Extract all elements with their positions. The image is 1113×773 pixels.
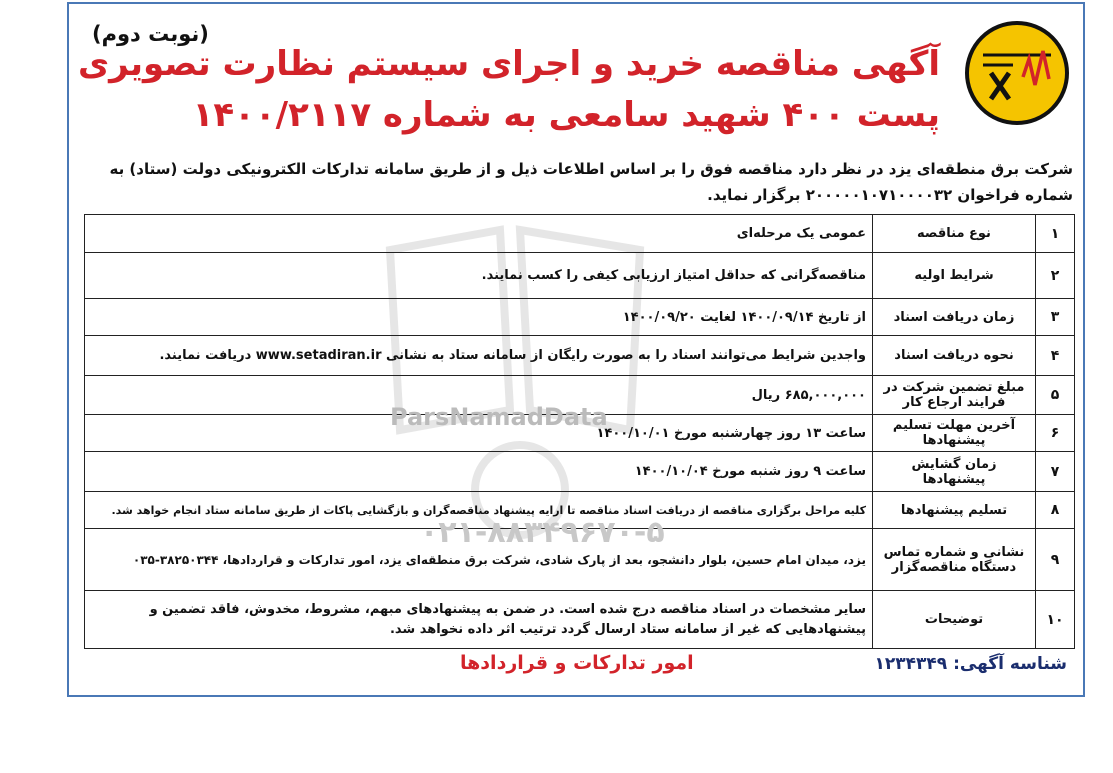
row-value: مناقصه‌گرانی که حداقل امتیاز ارزیابی کیفی را کسب نمایند. xyxy=(85,253,873,299)
row-label: آخرین مهلت تسلیم پیشنهادها xyxy=(873,415,1036,452)
row-value: کلیه مراحل برگزاری مناقصه از دریافت اسناد مناقصه تا ارایه پیشنهاد مناقصه‌گران و بازگشایی پاکات از طریق سامانه ستاد انجام خواهد شد. xyxy=(85,492,873,529)
row-number: ۴ xyxy=(1036,336,1075,376)
table-row xyxy=(85,529,1075,591)
table-row xyxy=(85,452,1075,492)
row-value: عمومی یک مرحله‌ای xyxy=(85,215,873,253)
row-number: ۹ xyxy=(1036,529,1075,591)
row-number: ۳ xyxy=(1036,299,1075,336)
row-number: ۱۰ xyxy=(1036,591,1075,649)
intro-paragraph: شرکت برق منطقه‌ای یزد در نظر دارد مناقصه فوق را بر اساس اطلاعات ذیل و از طریق سامانه تدارکات الکترونیکی دولت (ستاد) به شماره فراخوان ۲۰۰۰۰۰۱۰۷۱۰۰۰۰۳۲ برگزار نماید. xyxy=(109,160,1073,204)
table-row xyxy=(85,591,1075,649)
row-number: ۷ xyxy=(1036,452,1075,492)
row-value: واجدین شرایط می‌توانند اسناد را به صورت رایگان از سامانه ستاد به نشانی www.setadiran.ir دریافت نمایند. xyxy=(85,336,873,376)
row-value: ساعت ۹ روز شنبه مورخ ۱۴۰۰/۱۰/۰۴ xyxy=(85,452,873,492)
row-value: ساعت ۱۳ روز چهارشنبه مورخ ۱۴۰۰/۱۰/۰۱ xyxy=(85,415,873,452)
row-value: سایر مشخصات در اسناد مناقصه درج شده است. در ضمن به پیشنهادهای مبهم، مشروط، مخدوش، فاقد تضمین و پیشنهادهایی که غیر از سامانه ستاد ارسال گردد ترتیب اثر داده نخواهد شد. xyxy=(85,591,873,649)
row-label: زمان دریافت اسناد xyxy=(873,299,1036,336)
row-value: ۶۸۵,۰۰۰,۰۰۰ ریال xyxy=(85,376,873,415)
round-label: (نوبت دوم) xyxy=(92,22,209,46)
watermark-brand-text: ParsNamadData xyxy=(390,403,608,431)
notice-title-line2: پست ۴۰۰ شهید سامعی به شماره ۱۴۰۰/۲۱۱۷ xyxy=(192,95,940,135)
row-number: ۵ xyxy=(1036,376,1075,415)
electricity-company-logo xyxy=(963,15,1071,133)
table-row xyxy=(85,492,1075,529)
row-number: ۲ xyxy=(1036,253,1075,299)
row-label: مبلغ تضمین شرکت در فرایند ارجاع کار xyxy=(873,376,1036,415)
row-label: نحوه دریافت اسناد xyxy=(873,336,1036,376)
row-value: از تاریخ ۱۴۰۰/۰۹/۱۴ لغایت ۱۴۰۰/۰۹/۲۰ xyxy=(85,299,873,336)
table-row xyxy=(85,299,1075,336)
table-row xyxy=(85,415,1075,452)
department-signature: امور تدارکات و قراردادها xyxy=(460,652,694,674)
row-label: نشانی و شماره تماس دستگاه مناقصه‌گزار xyxy=(873,529,1036,591)
notice-title-line1: آگهی مناقصه خرید و اجرای سیستم نظارت تصویری xyxy=(77,44,940,84)
row-label: شرایط اولیه xyxy=(873,253,1036,299)
row-number: ۱ xyxy=(1036,215,1075,253)
watermark-phone-text: ۰۲۱-۸۸۳۴۹۶۷۰-۵ xyxy=(420,515,665,550)
row-label: توضیحات xyxy=(873,591,1036,649)
row-value: یزد، میدان امام حسین، بلوار دانشجو، بعد از پارک شادی، شرکت برق منطقه‌ای یزد، امور تدارکات و قراردادها، ۳۸۲۵۰۳۴۴-۰۳۵ xyxy=(85,529,873,591)
row-label: زمان گشایش پیشنهادها xyxy=(873,452,1036,492)
tender-details-table xyxy=(84,214,1075,649)
row-number: ۶ xyxy=(1036,415,1075,452)
table-row xyxy=(85,336,1075,376)
ad-id-label: شناسه آگهی: ۱۲۳۴۳۴۹ xyxy=(874,654,1067,674)
table-row xyxy=(85,253,1075,299)
row-number: ۸ xyxy=(1036,492,1075,529)
table-row xyxy=(85,376,1075,415)
row-label: نوع مناقصه xyxy=(873,215,1036,253)
row-label: تسلیم پیشنهادها xyxy=(873,492,1036,529)
table-row xyxy=(85,215,1075,253)
